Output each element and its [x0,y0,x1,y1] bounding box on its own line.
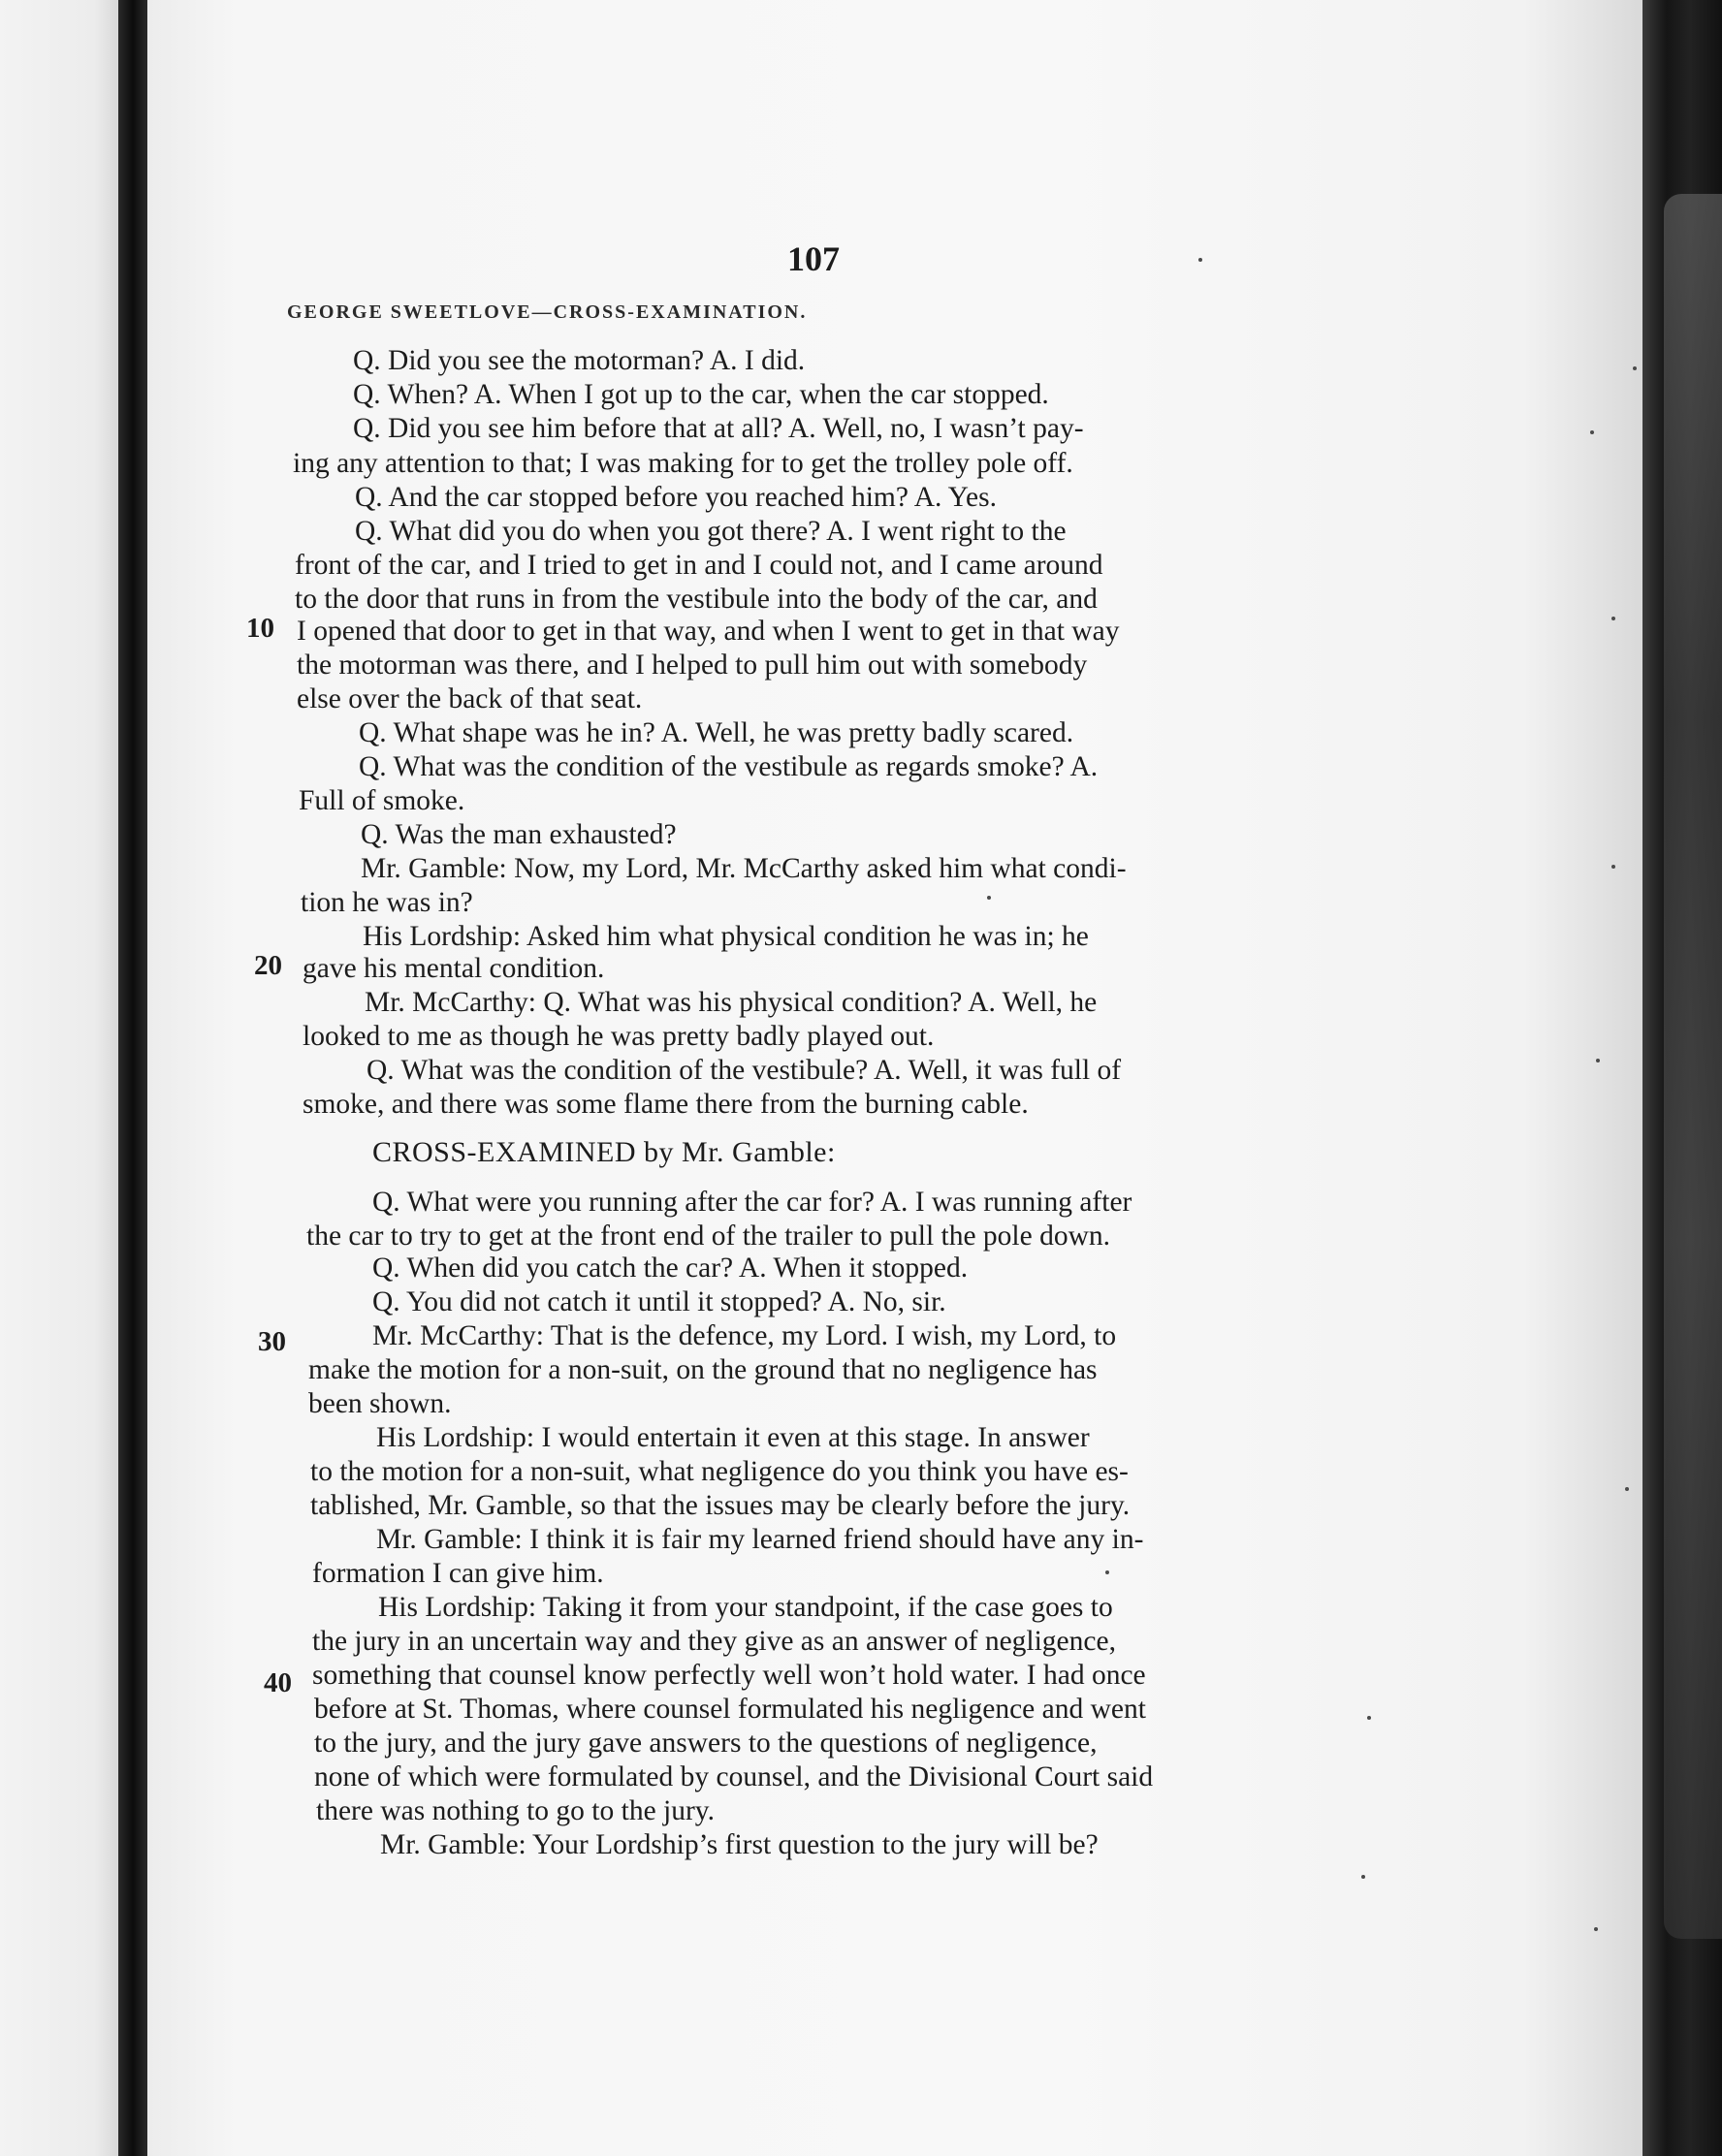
text-line: Q. Was the man exhausted? [361,819,677,850]
text-line: Q. And the car stopped before you reached him? A. Yes. [355,482,997,513]
text-line: Q. When? A. When I got up to the car, when the car stopped. [353,379,1049,410]
text-line: Q. What shape was he in? A. Well, he was pretty badly scared. [359,717,1074,748]
dust-speck [1367,1716,1371,1720]
dust-speck [1611,865,1615,869]
text-line: make the motion for a non-suit, on the ground that no negligence has [308,1354,1098,1385]
dust-speck [1361,1875,1365,1879]
text-line: Mr. McCarthy: That is the defence, my Lord. I wish, my Lord, to [372,1320,1117,1351]
dust-speck [1590,430,1594,434]
text-line: Q. What was the condition of the vestibule? A. Well, it was full of [367,1055,1122,1086]
dust-speck [1198,258,1202,262]
text-line: been shown. [308,1388,452,1419]
dust-speck [1594,1927,1598,1931]
text-line: His Lordship: Asked him what physical condition he was in; he [363,921,1089,952]
margin-number-40: 40 [264,1667,292,1698]
dust-speck [1633,366,1637,370]
text-line: ing any attention to that; I was making for to get the trolley pole off. [293,448,1073,479]
text-line: His Lordship: Taking it from your standpoint, if the case goes to [378,1592,1113,1623]
text-line: tablished, Mr. Gamble, so that the issues may be clearly before the jury. [310,1490,1131,1521]
text-line: looked to me as though he was pretty badly played out. [303,1021,935,1052]
text-line: I opened that door to get in that way, and when I went to get in that way [297,616,1120,647]
section-heading: CROSS-EXAMINED by Mr. Gamble: [372,1136,836,1168]
text-line: Q. What did you do when you got there? A. I went right to the [355,516,1067,547]
text-line: Mr. Gamble: I think it is fair my learned friend should have any in- [376,1524,1144,1555]
page-edge-wear [1664,194,1722,1939]
margin-number-10: 10 [246,613,274,644]
dust-speck [987,896,991,900]
dust-speck [1596,1059,1600,1062]
text-line: Mr. McCarthy: Q. What was his physical condition? A. Well, he [365,987,1098,1018]
text-line: Q. When did you catch the car? A. When it stopped. [372,1252,969,1284]
book-gutter [118,0,147,2156]
dust-speck [1105,1570,1109,1574]
text-line: the jury in an uncertain way and they give as an answer of negligence, [312,1626,1116,1657]
text-line: smoke, and there was some flame there from the burning cable. [303,1089,1029,1120]
text-line: Q. Did you see the motorman? A. I did. [353,345,806,376]
text-line: something that counsel know perfectly well won’t hold water. I had once [312,1660,1146,1691]
running-head: GEORGE SWEETLOVE—CROSS-EXAMINATION. [287,301,808,323]
text-line: Q. Did you see him before that at all? A. Well, no, I wasn’t pay- [353,413,1084,444]
text-line: to the jury, and the jury gave answers to the questions of negligence, [314,1728,1098,1759]
text-line: Mr. Gamble: Now, my Lord, Mr. McCarthy asked him what condi- [361,853,1127,884]
dust-speck [1611,617,1615,620]
margin-number-30: 30 [258,1326,286,1357]
margin-number-20: 20 [254,950,282,981]
text-line: to the door that runs in from the vestibule into the body of the car, and [295,584,1098,615]
text-line: before at St. Thomas, where counsel formulated his negligence and went [314,1694,1146,1725]
facing-page-edge [0,0,118,2156]
text-line: front of the car, and I tried to get in and I could not, and I came around [295,550,1103,581]
text-line: the car to try to get at the front end of the trailer to pull the pole down. [306,1221,1111,1252]
text-line: gave his mental condition. [303,953,605,984]
text-line: Q. What was the condition of the vestibule as regards smoke? A. [359,751,1099,782]
text-line: else over the back of that seat. [297,683,643,714]
text-line: there was nothing to go to the jury. [316,1795,716,1826]
text-line: formation I can give him. [312,1558,604,1589]
text-line: His Lordship: I would entertain it even at this stage. In answer [376,1422,1090,1453]
text-line: tion he was in? [301,887,473,918]
text-line: Mr. Gamble: Your Lordship’s first question to the jury will be? [380,1829,1099,1860]
text-line: the motorman was there, and I helped to pull him out with somebody [297,650,1088,681]
text-line: none of which were formulated by counsel, and the Divisional Court said [314,1761,1154,1792]
text-line: Full of smoke. [299,785,465,816]
text-line: Q. You did not catch it until it stopped? A. No, sir. [372,1286,946,1317]
text-line: to the motion for a non-suit, what negligence do you think you have es- [310,1456,1129,1487]
text-line: Q. What were you running after the car for? A. I was running after [372,1187,1132,1218]
dust-speck [1625,1487,1629,1491]
page-number: 107 [787,239,840,278]
